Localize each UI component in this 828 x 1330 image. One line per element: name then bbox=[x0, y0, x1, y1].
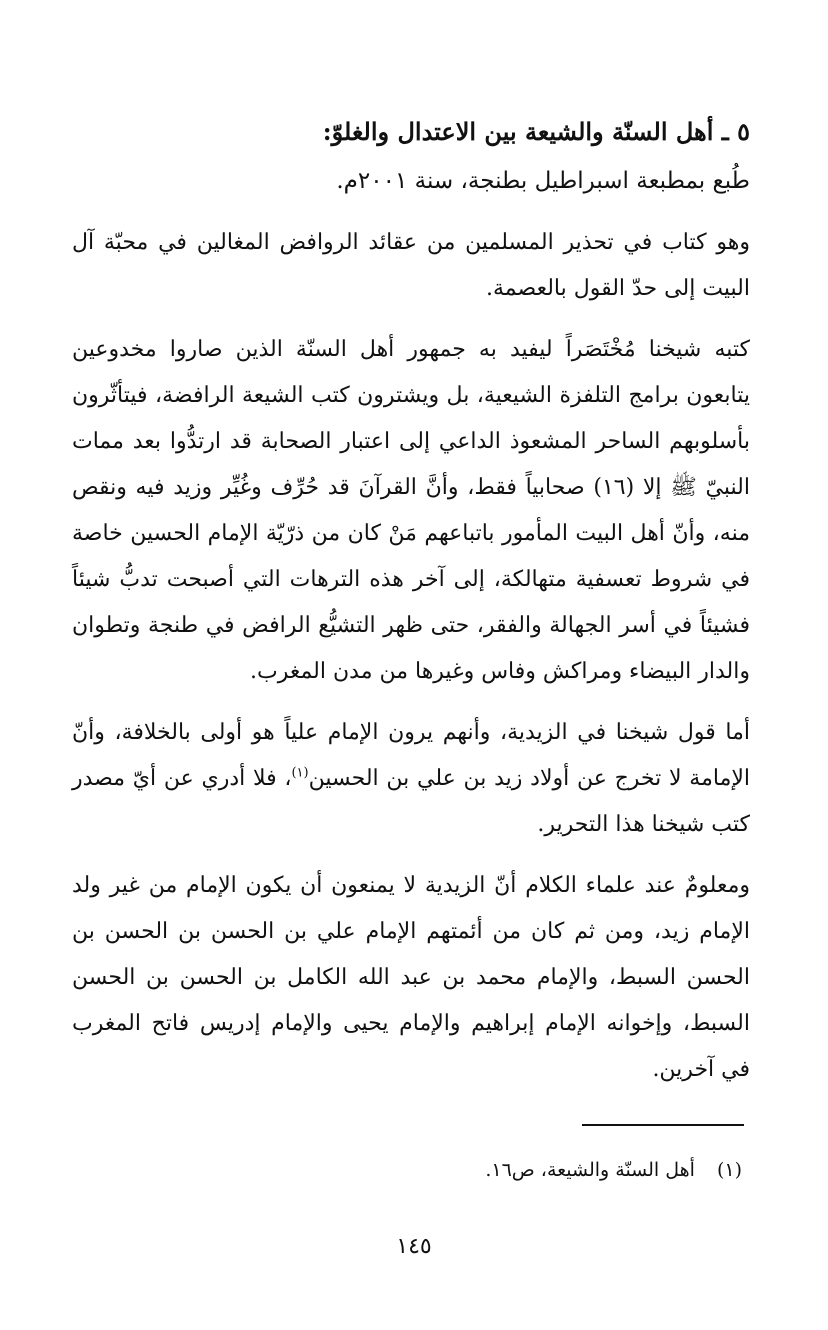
paragraph-2: كتبه شيخنا مُخْتَصَراً ليفيد به جمهور أهل السنّة الذين صاروا مخدوعين يتابعون برامج التلفزة الشيعية، بل ويشترون كتب الشيعة الرافضة، فيتأثّرون بأسلوبهم الساحر المشعوذ الداعي إلى اعتبار الصحابة قد ارتدُّوا بعد ممات النبيّ ﷺ إلا (١٦) صحابياً فقط، وأنَّ القرآنَ قد حُرِّف وغُيِّر وزيد فيه ونقص منه، وأنّ أهل البيت المأمور باتباعهم مَنْ كان من ذرّيّة الإمام الحسين خاصة في شروط تعسفية متهالكة، إلى آخر هذه الترهات التي أصبحت تدبُّ شيئاً فشيئاً في أسر الجهالة والفقر، حتى ظهر التشيُّع الرافض في طنجة وتطوان والدار البيضاء ومراكش وفاس وغيرها من مدن المغرب. bbox=[72, 337, 750, 684]
paragraph-1: وهو كتاب في تحذير المسلمين من عقائد الروافض المغالين في محبّة آل البيت إلى حدّ القول بالعصمة. bbox=[72, 230, 750, 301]
section-heading: ٥ ـ أهل السنّة والشيعة بين الاعتدال والغلوّ: bbox=[322, 117, 750, 146]
paragraph-4: ومعلومٌ عند علماء الكلام أنّ الزيدية لا يمنعون أن يكون الإمام من غير ولد الإمام زيد، ومن ثم كان من أئمتهم الإمام علي بن الحسن بن الحسن بن الحسن السبط، والإمام محمد بن عبد الله الكامل بن الحسن بن الحسن السبط، وإخوانه الإمام إبراهيم والإمام يحيى والإمام إدريس فاتح المغرب في آخرين. bbox=[72, 873, 750, 1082]
paragraph-3 bbox=[72, 710, 750, 848]
footnote-number: (١) bbox=[716, 1159, 742, 1181]
publication-info: طُبع بمطبعة اسبراطيل بطنجة، سنة ٢٠٠١م. bbox=[336, 168, 750, 194]
page-number: ١٤٥ bbox=[396, 1234, 432, 1259]
footnote-text: أهل السنّة والشيعة، ص١٦. bbox=[485, 1159, 695, 1181]
footnote bbox=[82, 1155, 742, 1185]
footnote-divider bbox=[582, 1124, 744, 1126]
paragraph-3-text: أما قول شيخنا في الزيدية، وأنهم يرون الإمام علياً هو أولى بالخلافة، وأنّ الإمامة لا تخرج عن أولاد زيد بن علي بن الحسين bbox=[72, 720, 751, 791]
paragraph-3-tail: ، فلا أدري عن أيّ مصدر كتب شيخنا هذا التحرير. bbox=[72, 766, 750, 837]
footnote-reference[interactable]: (١) bbox=[291, 765, 309, 781]
